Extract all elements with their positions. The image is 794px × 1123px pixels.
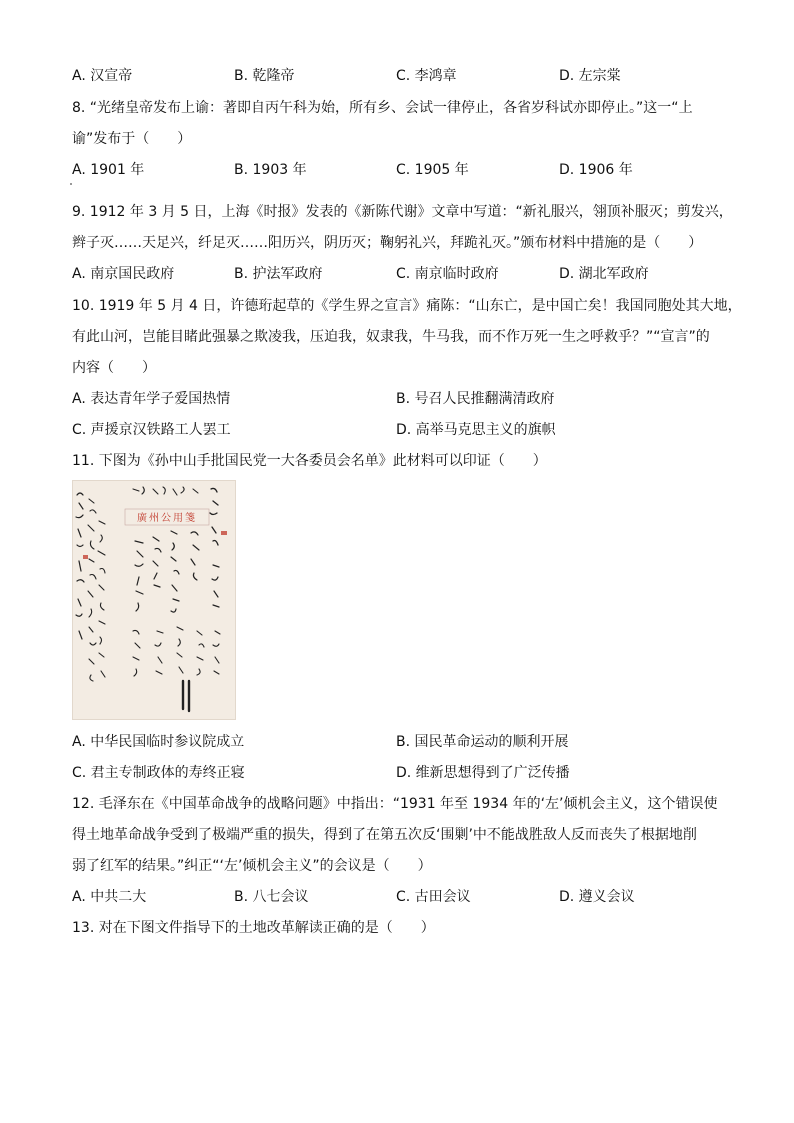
q10-option-b: B. 号召人民推翻满清政府: [396, 391, 555, 407]
q12-option-b: B. 八七会议: [234, 889, 309, 905]
scan-speck: [70, 183, 72, 185]
q12-option-c: C. 古田会议: [396, 889, 471, 905]
q8-option-d: D. 1906 年: [559, 162, 633, 178]
q9-stem-line1: 9. 1912 年 3 月 5 日，上海《时报》发表的《新陈代谢》文章中写道：“新礼服兴，翎顶补服灭；剪发兴，: [72, 204, 733, 220]
q12-stem-line3: 弱了红军的结果。”纠正“‘左’倾机会主义”的会议是（ ）: [72, 858, 432, 874]
q9-stem-line2: 辫子灭……天足兴，纤足灭……阳历兴，阴历灭；鞠躬礼兴，拜跪礼灭。”颁布材料中措施的是（ ）: [72, 235, 703, 251]
q8-option-a: A. 1901 年: [72, 162, 145, 178]
handwritten-committee-list-image: [72, 480, 236, 720]
q10-option-c: C. 声援京汉铁路工人罢工: [72, 422, 231, 438]
q7-option-c: C. 李鸿章: [396, 68, 457, 84]
q8-stem-line2: 谕”发布于（ ）: [72, 131, 192, 147]
stamp-text: 廣州公用箋: [137, 513, 197, 524]
q9-option-d: D. 湖北军政府: [559, 266, 649, 282]
q11-option-b: B. 国民革命运动的顺利开展: [396, 734, 569, 750]
q12-stem-line1: 12. 毛泽东在《中国革命战争的战略问题》中指出：“1931 年至 1934 年的‘左’倾机会主义，这个错误使: [72, 796, 718, 812]
q11-option-c: C. 君主专制政体的寿终正寝: [72, 765, 245, 781]
q11-option-a: A. 中华民国临时参议院成立: [72, 734, 245, 750]
q12-stem-line2: 得土地革命战争受到了极端严重的损失，得到了在第五次反‘围剿’中不能战胜敌人反而丧失了根据地削: [72, 827, 697, 843]
q7-option-b: B. 乾隆帝: [234, 68, 295, 84]
q13-stem: 13. 对在下图文件指导下的土地改革解读正确的是（ ）: [72, 920, 435, 936]
q12-option-a: A. 中共二大: [72, 889, 147, 905]
q10-option-a: A. 表达青年学子爱国热情: [72, 391, 231, 407]
q12-option-d: D. 遵义会议: [559, 889, 635, 905]
q8-option-c: C. 1905 年: [396, 162, 469, 178]
q10-stem-line3: 内容（ ）: [72, 360, 156, 376]
q9-option-a: A. 南京国民政府: [72, 266, 175, 282]
q10-stem-line2: 有此山河，岂能目睹此强暴之欺凌我，压迫我，奴隶我，牛马我，而不作万死一生之呼救乎？”“宣言”的: [72, 329, 710, 345]
q7-option-a: A. 汉宣帝: [72, 68, 133, 84]
q7-option-d: D. 左宗棠: [559, 68, 621, 84]
q11-stem: 11. 下图为《孙中山手批国民党一大各委员会名单》此材料可以印证（ ）: [72, 453, 547, 469]
q9-option-b: B. 护法军政府: [234, 266, 323, 282]
q8-option-b: B. 1903 年: [234, 162, 307, 178]
q10-option-d: D. 高举马克思主义的旗帜: [396, 422, 556, 438]
q11-option-d: D. 维新思想得到了广泛传播: [396, 765, 570, 781]
q10-stem-line1: 10. 1919 年 5 月 4 日，许德珩起草的《学生界之宣言》痛陈：“山东亡，是中国亡矣！我国同胞处其大地，: [72, 298, 742, 314]
q9-option-c: C. 南京临时政府: [396, 266, 499, 282]
q8-stem-line1: 8. “光绪皇帝发布上谕：著即自丙午科为始，所有乡、会试一律停止，各省岁科试亦即停止。”这一“上: [72, 100, 693, 116]
